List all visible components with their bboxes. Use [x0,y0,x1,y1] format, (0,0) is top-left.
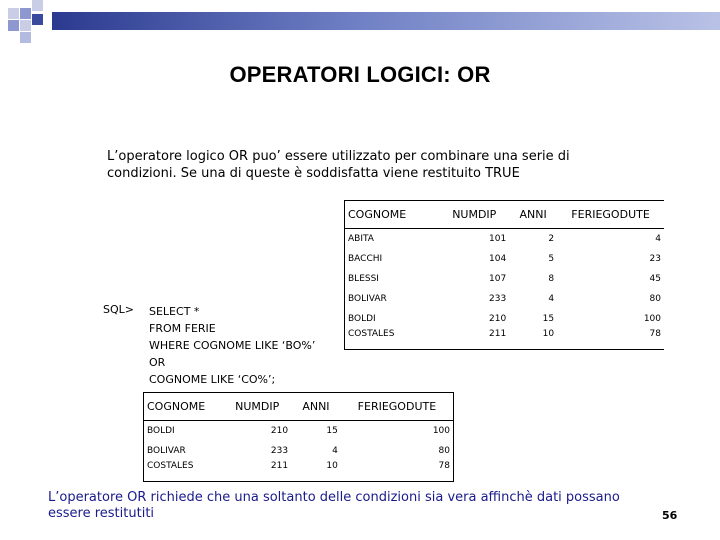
cell-cognome: BOLIVAR [147,445,186,456]
cell-feriegodute: 100 [643,313,661,324]
cell-feriegodute: 4 [655,233,661,244]
column-header-numdip: NUMDIP [439,201,509,229]
table-row [144,441,454,461]
cell-feriegodute: 78 [649,328,661,339]
cell-numdip: 211 [489,328,507,339]
cell-cognome: BACCHI [348,253,383,264]
cell-anni: 10 [542,328,555,339]
cell-numdip: 233 [489,293,507,304]
table-row [144,461,454,482]
cell-feriegodute: 45 [649,273,661,284]
sql-line: SELECT * [149,305,200,318]
sql-line: OR [149,356,166,369]
column-header-cognome: COGNOME [144,393,224,421]
cell-feriegodute: 23 [649,253,661,264]
sql-line: FROM FERIE [149,322,216,335]
table-row [345,229,665,249]
table-row [345,249,665,269]
table-row [345,269,665,289]
cell-anni: 15 [326,425,338,436]
column-header-anni: ANNI [291,393,341,421]
cell-anni: 10 [326,460,338,471]
note-line-1: L’operatore OR richiede che una soltanto delle condizioni sia vera affinchè dati possano [48,490,620,505]
intro-line-1: L’operatore logico OR puo’ essere utilizzato per combinare una serie di [107,149,570,164]
cell-anni: 15 [542,313,555,324]
cell-numdip: 101 [489,233,507,244]
cell-cognome: BLESSI [348,273,379,284]
sql-prompt: SQL> [103,303,134,316]
column-header-feriegodute: FERIEGODUTE [341,393,454,421]
cell-numdip: 210 [270,425,289,436]
table-row [144,421,454,441]
cell-feriegodute: 80 [649,293,661,304]
deco-square [20,32,31,43]
cell-numdip: 211 [270,460,289,471]
table-row [345,309,665,329]
cell-anni: 8 [548,273,555,284]
cell-numdip: 210 [489,313,507,324]
footer-note [48,490,688,522]
intro-line-2: condizioni. Se una di queste è soddisfatta viene restituito TRUE [107,166,520,181]
page-number: 56 [662,509,678,522]
table-row [345,289,665,309]
sql-query [149,303,315,388]
cell-feriegodute: 100 [432,425,450,436]
table-header-row [345,201,665,229]
cell-anni: 4 [548,293,555,304]
cell-anni: 4 [332,445,338,456]
intro-text [107,148,627,182]
cell-cognome: BOLIVAR [348,293,387,304]
decorative-top-bar [52,12,720,30]
deco-square [8,8,19,19]
column-header-anni: ANNI [509,201,557,229]
deco-square [8,20,19,31]
table-header-row [144,393,454,421]
cell-cognome: COSTALES [348,328,395,339]
cell-anni: 5 [548,253,555,264]
cell-anni: 2 [548,233,555,244]
deco-square [32,0,43,11]
cell-cognome: BOLDI [348,313,376,324]
cell-cognome: COSTALES [147,460,194,471]
column-header-cognome: COGNOME [345,201,440,229]
cell-numdip: 233 [270,445,289,456]
cell-numdip: 107 [489,273,507,284]
slide-title: OPERATORI LOGICI: OR [229,62,491,87]
column-header-numdip: NUMDIP [223,393,291,421]
column-header-feriegodute: FERIEGODUTE [557,201,664,229]
sql-line: WHERE COGNOME LIKE ‘BO%’ [149,339,316,352]
ferie-table [344,200,664,350]
cell-feriegodute: 78 [438,460,450,471]
deco-square [32,14,43,25]
cell-cognome: ABITA [348,233,374,244]
result-table [143,392,454,482]
cell-numdip: 104 [489,253,507,264]
table-row [345,329,665,350]
deco-square [20,8,31,19]
deco-square [20,20,31,31]
cell-feriegodute: 80 [438,445,450,456]
cell-cognome: BOLDI [147,425,175,436]
note-line-2: essere restitutiti [48,506,155,521]
sql-line: COGNOME LIKE ‘CO%’; [149,373,276,386]
